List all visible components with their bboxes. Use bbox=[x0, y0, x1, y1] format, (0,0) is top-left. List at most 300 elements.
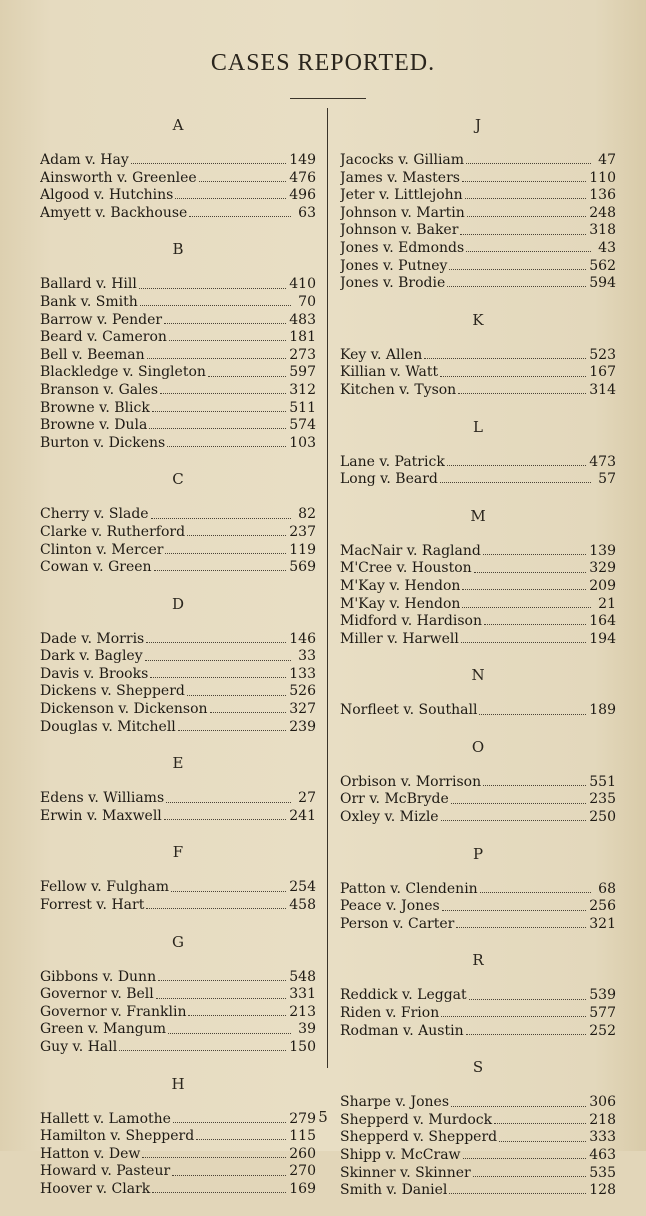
case-name: Governor v. Bell bbox=[40, 986, 154, 1003]
case-page-number: 103 bbox=[289, 434, 316, 451]
case-entry bbox=[340, 560, 616, 578]
case-name: Douglas v. Mitchell bbox=[40, 718, 176, 735]
case-entry bbox=[40, 506, 316, 524]
case-entry bbox=[340, 916, 616, 934]
case-list bbox=[40, 790, 316, 825]
index-section-l bbox=[340, 416, 616, 489]
dot-leader bbox=[140, 305, 291, 306]
section-letter: E bbox=[172, 754, 184, 773]
dot-leader bbox=[187, 535, 286, 536]
case-name: Bell v. Beeman bbox=[40, 346, 145, 363]
case-name: Jones v. Brodie bbox=[340, 275, 446, 292]
dot-leader bbox=[474, 572, 587, 573]
case-page-number: 252 bbox=[589, 1022, 616, 1039]
case-name: Howard v. Pasteur bbox=[40, 1163, 171, 1180]
case-page-number: 273 bbox=[289, 346, 316, 363]
case-entry bbox=[340, 1023, 616, 1041]
case-entry bbox=[340, 898, 616, 916]
dot-leader bbox=[146, 642, 286, 643]
case-name: Dickens v. Shepperd bbox=[40, 683, 185, 700]
dot-leader bbox=[456, 927, 586, 928]
case-name: M'Kay v. Hendon bbox=[340, 595, 461, 612]
case-page-number: 169 bbox=[289, 1180, 316, 1197]
dot-leader bbox=[479, 714, 586, 715]
case-entry bbox=[40, 382, 316, 400]
right-column bbox=[340, 114, 616, 1216]
case-name: Midford v. Hardison bbox=[340, 613, 482, 630]
dot-leader bbox=[151, 518, 291, 519]
case-entry bbox=[340, 187, 616, 205]
case-name: Beard v. Cameron bbox=[40, 329, 167, 346]
case-page-number: 483 bbox=[289, 311, 316, 328]
case-page-number: 149 bbox=[289, 152, 316, 168]
case-name: Gibbons v. Dunn bbox=[40, 968, 157, 985]
dot-leader bbox=[442, 910, 587, 911]
case-entry bbox=[340, 205, 616, 223]
case-entry bbox=[340, 258, 616, 276]
case-entry bbox=[40, 790, 316, 808]
case-name: Barrow v. Pender bbox=[40, 311, 163, 328]
case-entry bbox=[340, 987, 616, 1005]
case-name: Ainsworth v. Greenlee bbox=[40, 169, 197, 186]
case-name: Davis v. Brooks bbox=[40, 665, 149, 682]
section-letter: J bbox=[474, 116, 481, 134]
case-list bbox=[40, 506, 316, 576]
dot-leader bbox=[175, 198, 286, 199]
case-entry bbox=[340, 578, 616, 596]
case-page-number: 279 bbox=[289, 1110, 316, 1127]
case-entry bbox=[40, 666, 316, 684]
case-name: Reddick v. Leggat bbox=[340, 987, 467, 1004]
case-name: Forrest v. Hart bbox=[40, 897, 145, 914]
dot-leader bbox=[142, 1157, 286, 1158]
case-name: Clinton v. Mercer bbox=[40, 541, 164, 558]
case-name: Clarke v. Rutherford bbox=[40, 523, 186, 540]
index-section-n bbox=[340, 664, 616, 720]
case-entry bbox=[40, 808, 316, 826]
case-name: Jones v. Edmonds bbox=[340, 239, 465, 256]
case-name: Dickenson v. Dickenson bbox=[40, 701, 208, 718]
case-page-number: 110 bbox=[589, 169, 616, 186]
case-name: Dark v. Bagley bbox=[40, 648, 143, 665]
dot-leader bbox=[210, 712, 287, 713]
case-page-number: 250 bbox=[589, 809, 616, 826]
dot-leader bbox=[145, 660, 291, 661]
case-page-number: 562 bbox=[589, 257, 616, 274]
case-page-number: 569 bbox=[289, 559, 316, 576]
dot-leader bbox=[160, 393, 286, 394]
case-page-number: 115 bbox=[289, 1128, 316, 1145]
case-entry bbox=[40, 701, 316, 719]
dot-leader bbox=[164, 819, 286, 820]
dot-leader bbox=[441, 820, 587, 821]
case-page-number: 70 bbox=[298, 293, 316, 310]
case-page-number: 539 bbox=[589, 987, 616, 1004]
case-name: Miller v. Harwell bbox=[340, 630, 459, 647]
section-letter: O bbox=[471, 737, 485, 756]
case-entry bbox=[40, 897, 316, 915]
case-name: Cowan v. Green bbox=[40, 559, 152, 576]
case-entry bbox=[40, 312, 316, 330]
page-title: CASES REPORTED. bbox=[210, 50, 436, 76]
case-page-number: 68 bbox=[598, 880, 616, 897]
section-letter: D bbox=[171, 594, 185, 613]
case-name: Hoover v. Clark bbox=[40, 1180, 151, 1197]
dot-leader bbox=[466, 251, 591, 252]
dot-leader bbox=[424, 358, 586, 359]
case-name: Shipp v. McCraw bbox=[340, 1147, 461, 1163]
dot-leader bbox=[462, 607, 591, 608]
case-name: Jones v. Putney bbox=[340, 257, 448, 274]
case-list bbox=[340, 152, 616, 293]
case-page-number: 256 bbox=[589, 898, 616, 915]
index-section-a bbox=[40, 114, 316, 222]
case-page-number: 548 bbox=[289, 968, 316, 985]
case-entry bbox=[40, 1163, 316, 1181]
case-page-number: 146 bbox=[289, 630, 316, 647]
case-entry bbox=[40, 205, 316, 223]
case-name: Jeter v. Littlejohn bbox=[340, 187, 463, 204]
title-rule bbox=[290, 98, 366, 99]
dot-leader bbox=[152, 411, 286, 412]
case-name: Burton v. Dickens bbox=[40, 434, 166, 451]
case-name: Hamilton v. Shepperd bbox=[40, 1128, 195, 1145]
case-entry bbox=[40, 969, 316, 987]
case-entry bbox=[40, 417, 316, 435]
dot-leader bbox=[458, 393, 586, 394]
case-name: Bank v. Smith bbox=[40, 293, 138, 310]
dot-leader bbox=[119, 1050, 286, 1051]
case-page-number: 458 bbox=[289, 897, 316, 914]
case-page-number: 164 bbox=[589, 613, 616, 630]
case-entry bbox=[40, 559, 316, 577]
case-name: Amyett v. Backhouse bbox=[40, 204, 188, 221]
case-name: Branson v. Gales bbox=[40, 381, 159, 398]
case-page-number: 463 bbox=[589, 1147, 616, 1163]
case-name: Dade v. Morris bbox=[40, 630, 145, 647]
section-letter: B bbox=[172, 240, 184, 259]
section-letter: H bbox=[171, 1074, 185, 1093]
case-entry bbox=[340, 1147, 616, 1165]
case-name: Cherry v. Slade bbox=[40, 506, 149, 523]
case-page-number: 329 bbox=[589, 560, 616, 577]
section-letter: F bbox=[172, 843, 184, 862]
case-entry bbox=[40, 719, 316, 737]
case-page-number: 218 bbox=[589, 1111, 616, 1128]
dot-leader bbox=[499, 1141, 586, 1142]
index-section-m bbox=[340, 505, 616, 649]
case-entry bbox=[340, 774, 616, 792]
case-page-number: 577 bbox=[589, 1005, 616, 1022]
section-letter: G bbox=[172, 932, 184, 951]
section-letter: A bbox=[172, 116, 184, 134]
case-entry bbox=[340, 809, 616, 827]
case-entry bbox=[340, 631, 616, 649]
case-page-number: 139 bbox=[589, 542, 616, 559]
case-page-number: 119 bbox=[289, 541, 316, 558]
case-page-number: 57 bbox=[598, 471, 616, 488]
case-entry bbox=[40, 276, 316, 294]
case-page-number: 333 bbox=[589, 1129, 616, 1146]
case-entry bbox=[40, 986, 316, 1004]
index-section-g bbox=[40, 931, 316, 1057]
case-name: Browne v. Dula bbox=[40, 417, 148, 434]
index-section-j bbox=[340, 114, 616, 293]
case-entry bbox=[40, 524, 316, 542]
case-entry bbox=[340, 364, 616, 382]
case-entry bbox=[40, 435, 316, 453]
section-letter: L bbox=[473, 417, 483, 436]
case-entry bbox=[40, 364, 316, 382]
case-entry bbox=[340, 1182, 616, 1200]
case-entry bbox=[40, 1146, 316, 1164]
index-section-s bbox=[340, 1056, 616, 1200]
section-letter: K bbox=[472, 310, 484, 329]
case-page-number: 33 bbox=[298, 648, 316, 665]
case-list bbox=[340, 702, 616, 720]
case-entry bbox=[40, 1004, 316, 1022]
case-name: Jacocks v. Gilliam bbox=[340, 152, 465, 168]
dot-leader bbox=[483, 785, 586, 786]
case-name: Blackledge v. Singleton bbox=[40, 364, 206, 381]
case-entry bbox=[340, 791, 616, 809]
case-name: Kitchen v. Tyson bbox=[340, 381, 457, 398]
case-entry bbox=[40, 1128, 316, 1146]
section-letter: N bbox=[471, 666, 485, 685]
section-letter: M bbox=[470, 506, 486, 525]
dot-leader bbox=[483, 554, 586, 555]
dot-leader bbox=[168, 1033, 291, 1034]
dot-leader bbox=[146, 908, 286, 909]
case-list bbox=[340, 543, 616, 649]
case-list bbox=[40, 879, 316, 914]
case-name: Browne v. Blick bbox=[40, 399, 150, 416]
case-page-number: 133 bbox=[289, 665, 316, 682]
case-page-number: 241 bbox=[289, 807, 316, 824]
dot-leader bbox=[441, 1016, 586, 1017]
case-entry bbox=[340, 347, 616, 365]
dot-leader bbox=[167, 446, 286, 447]
dot-leader bbox=[451, 803, 586, 804]
case-page-number: 260 bbox=[289, 1145, 316, 1162]
case-entry bbox=[40, 294, 316, 312]
case-name: Erwin v. Maxwell bbox=[40, 807, 162, 824]
dot-leader bbox=[150, 677, 286, 678]
case-entry bbox=[340, 1129, 616, 1147]
case-name: Guy v. Hall bbox=[40, 1039, 118, 1055]
case-page-number: 594 bbox=[589, 275, 616, 292]
case-page-number: 254 bbox=[289, 879, 316, 896]
dot-leader bbox=[154, 570, 287, 571]
case-name: Smith v. Daniel bbox=[340, 1182, 448, 1199]
left-column bbox=[40, 114, 316, 1215]
case-name: MacNair v. Ragland bbox=[340, 542, 481, 559]
dot-leader bbox=[158, 980, 286, 981]
case-name: Peace v. Jones bbox=[340, 898, 440, 915]
dot-leader bbox=[189, 216, 291, 217]
case-name: Lane v. Patrick bbox=[340, 453, 445, 470]
case-entry bbox=[340, 275, 616, 293]
case-name: Governor v. Franklin bbox=[40, 1003, 187, 1020]
case-name: Rodman v. Austin bbox=[340, 1022, 464, 1039]
case-name: James v. Masters bbox=[340, 169, 460, 186]
dot-leader bbox=[460, 234, 586, 235]
case-name: Patton v. Clendenin bbox=[340, 880, 478, 897]
case-name: Orbison v. Morrison bbox=[340, 773, 482, 790]
case-page-number: 194 bbox=[589, 630, 616, 647]
case-page-number: 473 bbox=[589, 453, 616, 470]
dot-leader bbox=[467, 216, 586, 217]
case-name: Oxley v. Mizle bbox=[340, 809, 439, 826]
case-entry bbox=[340, 152, 616, 170]
case-page-number: 270 bbox=[289, 1163, 316, 1180]
case-name: M'Kay v. Hendon bbox=[340, 577, 461, 594]
index-section-f bbox=[40, 841, 316, 914]
case-name: M'Cree v. Houston bbox=[340, 560, 472, 577]
case-page-number: 181 bbox=[289, 329, 316, 346]
section-letter: P bbox=[472, 844, 484, 863]
dot-leader bbox=[178, 730, 286, 731]
case-page-number: 27 bbox=[298, 790, 316, 807]
case-entry bbox=[40, 347, 316, 365]
dot-leader bbox=[149, 428, 286, 429]
case-name: Shepperd v. Shepperd bbox=[340, 1129, 498, 1146]
dot-leader bbox=[449, 269, 586, 270]
case-page-number: 496 bbox=[289, 187, 316, 204]
case-page-number: 189 bbox=[589, 702, 616, 719]
case-page-number: 511 bbox=[289, 399, 316, 416]
index-section-k bbox=[340, 309, 616, 400]
case-entry bbox=[40, 400, 316, 418]
case-list bbox=[340, 881, 616, 934]
dot-leader bbox=[447, 286, 586, 287]
case-name: Hallett v. Lamothe bbox=[40, 1110, 171, 1127]
case-page-number: 476 bbox=[289, 169, 316, 186]
dot-leader bbox=[165, 553, 286, 554]
case-list bbox=[340, 347, 616, 400]
dot-leader bbox=[473, 1176, 587, 1177]
case-page-number: 318 bbox=[589, 222, 616, 239]
case-entry bbox=[40, 1181, 316, 1199]
dot-leader bbox=[188, 1015, 286, 1016]
case-page-number: 128 bbox=[589, 1182, 616, 1199]
case-entry bbox=[340, 596, 616, 614]
case-page-number: 410 bbox=[289, 276, 316, 293]
case-page-number: 237 bbox=[289, 523, 316, 540]
case-page-number: 82 bbox=[298, 506, 316, 523]
case-entry bbox=[340, 1165, 616, 1183]
case-entry bbox=[340, 543, 616, 561]
dot-leader bbox=[462, 589, 586, 590]
index-section-h bbox=[40, 1073, 316, 1199]
case-name: Person v. Carter bbox=[340, 915, 455, 932]
case-entry bbox=[340, 613, 616, 631]
index-section-o bbox=[340, 736, 616, 827]
case-name: Sharpe v. Jones bbox=[340, 1094, 450, 1111]
case-page-number: 150 bbox=[289, 1039, 316, 1055]
case-page-number: 209 bbox=[589, 577, 616, 594]
case-page-number: 239 bbox=[289, 718, 316, 735]
case-entry bbox=[340, 222, 616, 240]
dot-leader bbox=[469, 999, 587, 1000]
case-list bbox=[40, 631, 316, 737]
case-name: Norfleet v. Southall bbox=[340, 702, 478, 719]
case-name: Killian v. Watt bbox=[340, 364, 439, 381]
dot-leader bbox=[169, 340, 286, 341]
dot-leader bbox=[131, 163, 287, 164]
dot-leader bbox=[461, 642, 586, 643]
case-page-number: 63 bbox=[298, 204, 316, 221]
case-page-number: 167 bbox=[589, 364, 616, 381]
case-name: Adam v. Hay bbox=[40, 152, 129, 168]
case-entry bbox=[40, 1039, 316, 1057]
case-entry bbox=[340, 881, 616, 899]
case-entry bbox=[40, 329, 316, 347]
dot-leader bbox=[139, 288, 286, 289]
case-entry bbox=[40, 187, 316, 205]
case-entry bbox=[40, 683, 316, 701]
case-page-number: 321 bbox=[589, 915, 616, 932]
section-letter: S bbox=[472, 1058, 484, 1077]
dot-leader bbox=[199, 181, 287, 182]
case-page-number: 213 bbox=[289, 1003, 316, 1020]
case-page-number: 331 bbox=[289, 986, 316, 1003]
case-page-number: 306 bbox=[589, 1094, 616, 1111]
dot-leader bbox=[451, 1106, 586, 1107]
case-entry bbox=[340, 454, 616, 472]
dot-leader bbox=[484, 624, 586, 625]
case-name: Johnson v. Baker bbox=[340, 222, 459, 239]
dot-leader bbox=[463, 1158, 587, 1159]
case-name: Algood v. Hutchins bbox=[40, 187, 174, 204]
case-entry bbox=[340, 702, 616, 720]
index-section-p bbox=[340, 843, 616, 934]
case-list bbox=[340, 987, 616, 1040]
dot-leader bbox=[440, 376, 586, 377]
case-name: Hatton v. Dew bbox=[40, 1145, 141, 1162]
dot-leader bbox=[466, 1034, 587, 1035]
case-entry bbox=[340, 170, 616, 188]
case-page-number: 136 bbox=[589, 187, 616, 204]
index-section-c bbox=[40, 468, 316, 576]
dot-leader bbox=[447, 465, 586, 466]
case-entry bbox=[340, 240, 616, 258]
dot-leader bbox=[166, 802, 291, 803]
case-page-number: 312 bbox=[289, 381, 316, 398]
case-page-number: 535 bbox=[589, 1164, 616, 1181]
dot-leader bbox=[164, 323, 286, 324]
case-page-number: 523 bbox=[589, 346, 616, 363]
case-page-number: 551 bbox=[589, 773, 616, 790]
dot-leader bbox=[156, 998, 287, 999]
case-page-number: 235 bbox=[589, 791, 616, 808]
case-page-number: 47 bbox=[598, 152, 616, 168]
dot-leader bbox=[466, 163, 591, 164]
dot-leader bbox=[171, 891, 286, 892]
case-page-number: 574 bbox=[289, 417, 316, 434]
case-page-number: 248 bbox=[589, 204, 616, 221]
case-name: Skinner v. Skinner bbox=[340, 1164, 471, 1181]
dot-leader bbox=[147, 358, 287, 359]
dot-leader bbox=[187, 695, 286, 696]
case-page-number: 526 bbox=[289, 683, 316, 700]
case-page-number: 327 bbox=[289, 701, 316, 718]
case-list bbox=[40, 152, 316, 222]
dot-leader bbox=[440, 482, 591, 483]
case-name: Riden v. Frion bbox=[340, 1005, 440, 1022]
case-name: Orr v. McBryde bbox=[340, 791, 449, 808]
case-list bbox=[40, 969, 316, 1057]
